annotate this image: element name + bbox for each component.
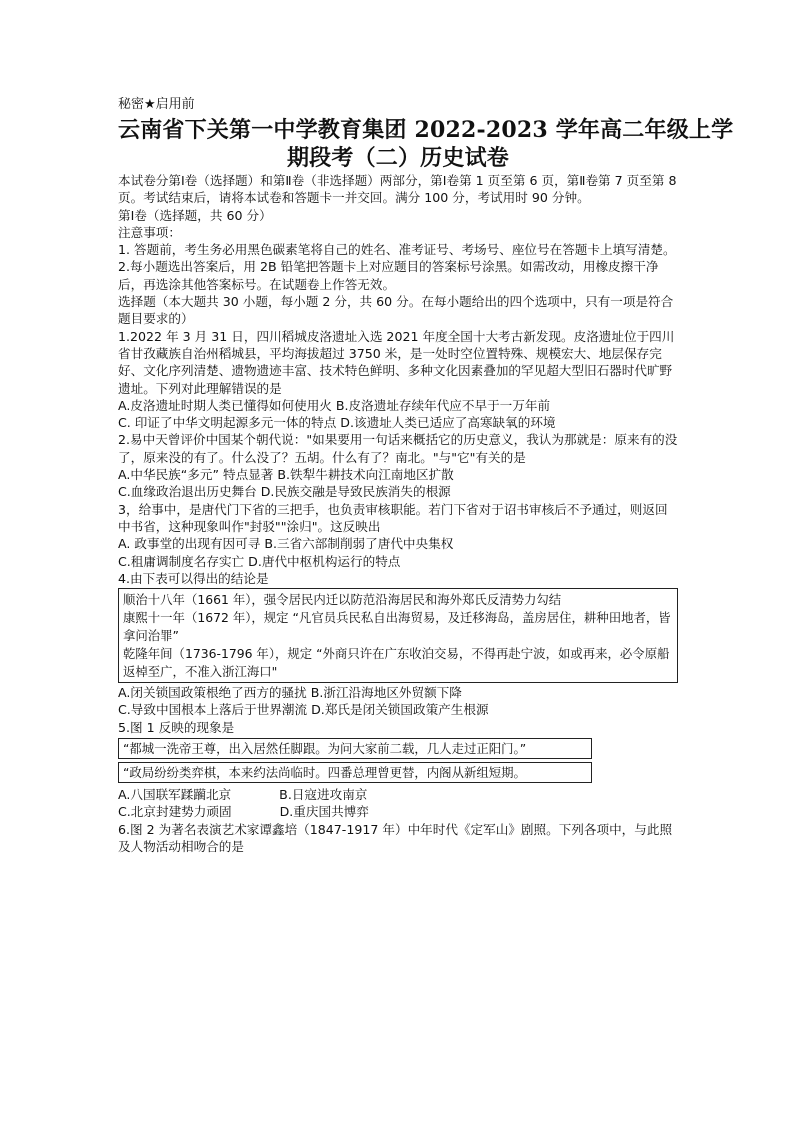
note-item-1: 1. 答题前，考生务必用黑色碳素笔将自己的姓名、准考证号、考场号、座位号在答题卡上填写清楚。 (118, 242, 676, 258)
question-4-stem: 4.由下表可以得出的结论是 (118, 570, 269, 586)
question-1-stem: 1.2022 年 3 月 31 日，四川稻城皮洛遗址入选 2021 年度全国十大考古新发现。皮洛遗址位于四川省甘孜藏族自治州稻城县，平均海拔超过 3750 米，是一处时空位置特殊、规模宏大、地层保存完好、文化序列清楚、遗物遗迹丰富、技术特色鲜明、多种文化因素叠加的罕见超大型旧石器时代旷野遗址。下列对此理解错误的是 (118, 328, 675, 396)
choice-section-instructions: 选择题（本大题共 30 小题，每小题 2 分，共 60 分。在每小题给出的四个选项中，只有一项是符合题目要求的） (118, 294, 674, 327)
exam-title-line1: 云南省下关第一中学教育集团 2022-2023 学年高二年级上学 (118, 117, 734, 143)
question-5-options-cd: C.北京封建势力顽固 D.重庆国共博弈 (118, 804, 369, 820)
notes-heading: 注意事项： (118, 224, 181, 240)
table-row: 顺治十八年（1661 年），强令居民内迁以防范沿海居民和海外郑氏反清势力勾结 (123, 592, 562, 608)
question-5-quote-2 (118, 762, 592, 783)
note-item-2: 2.每小题选出答案后，用 2B 铅笔把答题卡上对应题目的答案标号涂黑。如需改动，用橡皮擦干净后，再选涂其他答案标号。在试题卷上作答无效。 (118, 259, 659, 292)
question-3-options-ab: A. 政事堂的出现有因可寻 B.三省六部制削弱了唐代中央集权 (118, 536, 454, 552)
secret-label: 秘密★启用前 (118, 97, 195, 112)
section-heading: 第Ⅰ卷（选择题，共 60 分） (118, 207, 272, 223)
question-4-options-cd: C.导致中国根本上落后于世界潮流 D.郑氏是闭关锁国政策产生根源 (118, 702, 489, 718)
question-2-stem: 2.易中天曾评价中国某个朝代说："如果要用一句话来概括它的历史意义，我认为那就是：原来有的没了，原来没的有了。什么没了？五胡。什么有了？南北。"与"它"有关的是 (118, 432, 678, 465)
intro-paragraph: 本试卷分第Ⅰ卷（选择题）和第Ⅱ卷（非选择题）两部分，第Ⅰ卷第 1 页至第 6 页，第Ⅱ卷第 7 页至第 8 页。考试结束后，请将本试卷和答题卡一并交回。满分 100 分，考试用时 90 分钟。 (118, 173, 677, 206)
table-row: 康熙十一年（1672 年），规定 “凡官员兵民私自出海贸易，及迁移海岛，盖房居住，耕种田地者，皆拿问治罪” (123, 610, 671, 644)
quote-text: “都城一洗帝王尊，出入居然任脚跟。为问大家前二载，几人走过正阳门。” (123, 741, 527, 757)
question-3-stem: 3，给事中，是唐代门下省的三把手，也负责审核职能。若门下省对于诏书审核后不予通过，则返回中书省，这种现象叫作"封驳""涂归"。这反映出 (118, 501, 668, 534)
question-1-options-ab: A.皮洛遗址时期人类已懂得如何使用火 B.皮洛遗址存续年代应不早于一万年前 (118, 397, 551, 413)
question-5-options-ab: A.八国联军蹂躏北京 B.日寇进攻南京 (118, 787, 368, 803)
table-row: 乾隆年间（1736-1796 年），规定 “外商只许在广东收泊交易，不得再赴宁波，如或再来，必令原船返棹至广，不准入浙江海口" (123, 646, 670, 680)
question-4-options-ab: A.闭关锁国政策根绝了西方的骚扰 B.浙江沿海地区外贸额下降 (118, 685, 462, 701)
question-2-options-ab: A.中华民族“多元” 特点显著 B.铁犁牛耕技术向江南地区扩散 (118, 467, 454, 483)
question-6-stem: 6.图 2 为著名表演艺术家谭鑫培（1847-1917 年）中年时代《定军山》剧照。下列各项中，与此照及人物活动相吻合的是 (118, 821, 673, 854)
exam-title-line2: 期段考（二）历史试卷 (286, 145, 509, 171)
question-5-stem: 5.图 1 反映的现象是 (118, 719, 235, 735)
question-5-quote-1 (118, 738, 592, 759)
question-3-options-cd: C.租庸调制度名存实亡 D.唐代中枢机构运行的特点 (118, 553, 401, 569)
quote-text: “政局纷纷类弈棋，本来约法尚临时。四番总理曾更替，内阁从新组短期。 (123, 765, 526, 781)
question-2-options-cd: C.血缘政治退出历史舞台 D.民族交融是导致民族消失的根源 (118, 484, 451, 500)
exam-page (118, 96, 734, 855)
question-4-table (118, 588, 678, 683)
question-1-options-cd: C. 印证了中华文明起源多元一体的特点 D.该遗址人类已适应了高寒缺氧的环境 (118, 415, 556, 431)
